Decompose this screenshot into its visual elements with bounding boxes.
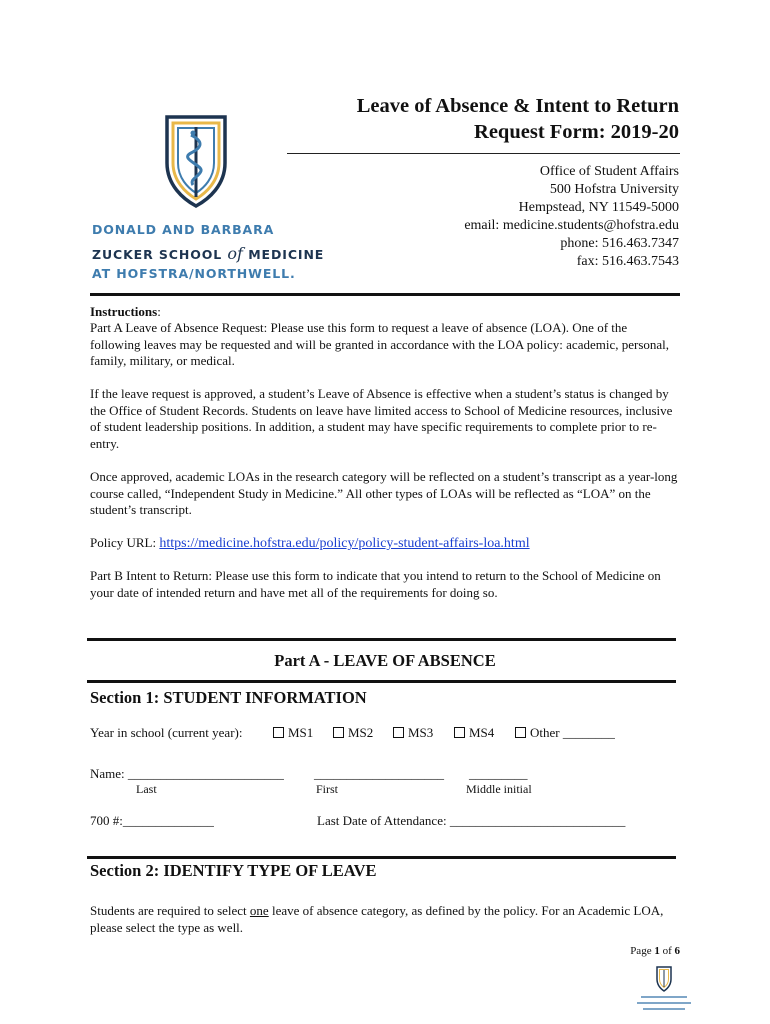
ms2-checkbox[interactable] (333, 725, 373, 741)
school-crest-logo-icon (163, 113, 229, 209)
instructions-heading (90, 304, 680, 321)
logo-text-line2-pre: ZUCKER SCHOOL (92, 247, 228, 262)
part-a-top-divider (87, 638, 676, 641)
policy-url-label: Policy URL: (90, 535, 160, 550)
logo-text-of: of (227, 244, 243, 263)
page-of-word: of (659, 945, 675, 957)
checkbox-icon (273, 727, 284, 738)
page-number (630, 945, 680, 957)
address-fax: fax: 516.463.7543 (576, 254, 679, 269)
year-in-school-label: Year in school (current year): (90, 725, 243, 740)
form-title-line1: Leave of Absence & Intent to Return (356, 95, 679, 117)
section2-instructions (90, 903, 680, 936)
address-email: email: medicine.students@hofstra.edu (464, 218, 679, 233)
instructions-approved: If the leave request is approved, a student’s Leave of Absence is effective when a student’s status is changed by the Office of Student Records. Students on leave have limited access to School of Medicine resources, inclusive of student leadership positions. In addition, a student may have specific requirements to complete prior to re-entry. (90, 386, 673, 451)
ms1-checkbox[interactable] (273, 725, 313, 741)
instructions-part-a: Part A Leave of Absence Request: Please use this form to request a leave of absence (LOA). One of the following leaves may be requested and will be granted in accordance with the LOA policy: academic, personal, family, military, or medical. (90, 320, 670, 368)
header-divider (90, 293, 680, 296)
other-label: Other ________ (530, 725, 615, 740)
checkbox-icon (393, 727, 404, 738)
address-phone: phone: 516.463.7347 (560, 236, 679, 251)
ms4-label: MS4 (469, 725, 495, 740)
page-total: 6 (674, 945, 680, 957)
middle-caption: Middle initial (466, 782, 532, 796)
checkbox-icon (454, 727, 465, 738)
footer-school-logo-icon (635, 965, 693, 1015)
id-number-field[interactable]: 700 #:______________ (90, 813, 214, 828)
name-first-field[interactable]: ____________________ (314, 766, 444, 781)
logo-text-line2-post: MEDICINE (242, 247, 325, 262)
form-title-line2: Request Form: 2019-20 (474, 121, 679, 143)
section2-divider (87, 856, 676, 859)
checkbox-icon (333, 727, 344, 738)
other-checkbox[interactable] (515, 725, 615, 741)
logo-text-line2 (92, 244, 324, 263)
policy-url-link[interactable]: https://medicine.hofstra.edu/policy/policy-student-affairs-loa.html (159, 536, 530, 551)
name-middle-field[interactable]: _________ (469, 766, 528, 781)
instructions-once-approved: Once approved, academic LOAs in the research category will be reflected on a student’s transcript as a year-long course called, “Independent Study in Medicine.” All other types of LOAs will be reflected as “LOA” on the student’s transcript. (90, 469, 678, 517)
page-current: 1 (654, 945, 660, 957)
instructions-heading-colon: : (157, 304, 161, 319)
ms2-label: MS2 (348, 725, 374, 740)
instructions-part-b: Part B Intent to Return: Please use this form to indicate that you intend to return to the School of Medicine on your date of intended return and have met all of the requirements for doing so. (90, 568, 661, 600)
part-a-heading: Part A - LEAVE OF ABSENCE (274, 651, 496, 670)
ms1-label: MS1 (288, 725, 314, 740)
section2-text-post: leave of absence category, as defined by the policy. For an Academic LOA, please select the type as well. (90, 903, 664, 935)
last-date-attendance-field[interactable]: Last Date of Attendance: ___________________________ (317, 813, 626, 828)
policy-url-line (90, 535, 680, 553)
name-last-field[interactable]: Name: ________________________ (90, 766, 284, 781)
last-caption: Last (136, 782, 157, 796)
section2-heading: Section 2: IDENTIFY TYPE OF LEAVE (90, 861, 377, 880)
logo-text-line1: DONALD AND BARBARA (92, 222, 275, 237)
ms3-label: MS3 (408, 725, 434, 740)
logo-text-line3: AT HOFSTRA/NORTHWELL. (92, 266, 296, 281)
page-word: Page (630, 945, 655, 957)
ms3-checkbox[interactable] (393, 725, 433, 741)
section2-text-one: one (249, 903, 269, 918)
address-street: 500 Hofstra University (549, 182, 679, 197)
checkbox-icon (515, 727, 526, 738)
section2-text-pre: Students are required to select (90, 903, 250, 918)
part-a-bottom-divider (87, 680, 676, 683)
ms4-checkbox[interactable] (454, 725, 494, 741)
address-office: Office of Student Affairs (539, 164, 679, 179)
section1-heading: Section 1: STUDENT INFORMATION (90, 688, 367, 707)
instructions-heading-text: Instructions (90, 304, 158, 319)
address-city: Hempstead, NY 11549-5000 (518, 200, 679, 215)
title-divider (287, 153, 680, 154)
first-caption: First (316, 782, 339, 796)
